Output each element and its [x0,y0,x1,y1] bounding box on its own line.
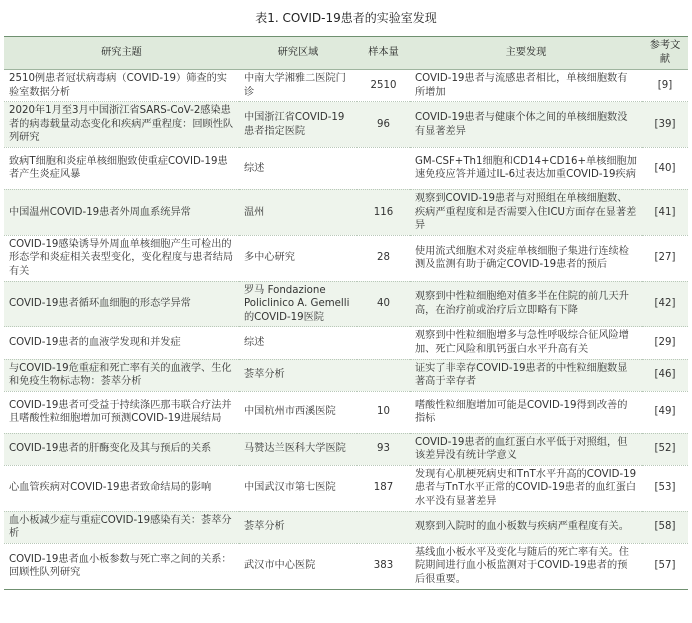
cell-sample: 40 [357,281,410,327]
cell-topic: COVID-19患者循环血细胞的形态学异常 [4,281,239,327]
cell-topic: 致病T细胞和炎症单核细胞致使重症COVID-19患者产生炎症风暴 [4,147,239,189]
cell-region: 中国武汉市第七医院 [239,465,357,511]
table-caption: 表1. COVID-19患者的实验室发现 [255,11,437,25]
table-row [4,102,688,148]
cell-region: 罗马 Fondazione Policlinico A. Gemelli 的COVID-19医院 [239,281,357,327]
cell-topic: 中国温州COVID-19患者外周血系统异常 [4,189,239,235]
header-sample: 样本量 [357,37,410,70]
cell-topic: 心血管疾病对COVID-19患者致命结局的影响 [4,465,239,511]
cell-sample: 187 [357,465,410,511]
cell-ref: [41] [642,189,688,235]
cell-ref: [52] [642,433,688,465]
cell-region: 马赞达兰医科大学医院 [239,433,357,465]
table-row [4,465,688,511]
cell-ref: [57] [642,543,688,589]
cell-topic: 2510例患者冠状病毒病（COVID-19）筛查的实验室数据分析 [4,70,239,102]
cell-sample [357,511,410,543]
cell-region: 中南大学湘雅二医院门诊 [239,70,357,102]
cell-ref: [40] [642,147,688,189]
table-header [4,37,688,70]
cell-sample: 10 [357,391,410,433]
table-row [4,327,688,359]
cell-ref: [9] [642,70,688,102]
cell-finding: 观察到中性粒细胞绝对值多半在住院的前几天升高，在治疗前或治疗后立即略有下降 [410,281,642,327]
header-row [4,37,688,70]
cell-ref: [27] [642,235,688,281]
cell-finding: 发现有心肌梗死病史和TnT水平升高的COVID-19患者与TnT水平正常的COVID-19患者的血红蛋白水平没有显著差异 [410,465,642,511]
cell-finding: 基线血小板水平及变化与随后的死亡率有关。住院期间进行血小板监测对于COVID-19患者的预后很重要。 [410,543,642,589]
header-topic: 研究主题 [4,37,239,70]
cell-topic: COVID-19患者可受益于持续涤匹那韦联合疗法并且嗜酸性粒细胞增加可预测COVID-19进展结局 [4,391,239,433]
cell-finding: 嗜酸性粒细胞增加可能是COVID-19得到改善的指标 [410,391,642,433]
cell-sample: 2510 [357,70,410,102]
cell-region: 中国浙江省COVID-19患者指定医院 [239,102,357,148]
cell-sample: 383 [357,543,410,589]
table-row [4,511,688,543]
table-row [4,543,688,589]
cell-sample [357,147,410,189]
cell-finding: COVID-19患者与健康个体之间的单核细胞数没有显著差异 [410,102,642,148]
cell-ref: [53] [642,465,688,511]
cell-topic: COVID-19患者的肝酶变化及其与预后的关系 [4,433,239,465]
cell-ref: [29] [642,327,688,359]
cell-finding: 观察到COVID-19患者与对照组在单核细胞数、疾病严重程度和是否需要入住ICU方面存在显著差异 [410,189,642,235]
table-row [4,359,688,391]
lab-findings-table [4,36,688,590]
cell-region: 多中心研究 [239,235,357,281]
cell-region: 荟萃分析 [239,511,357,543]
table-row [4,391,688,433]
cell-finding: 使用流式细胞术对炎症单核细胞子集进行连续检测及监测有助于确定COVID-19患者的预后 [410,235,642,281]
table-row [4,70,688,102]
cell-ref: [58] [642,511,688,543]
table-row [4,147,688,189]
cell-finding: GM-CSF+Th1细胞和CD14+CD16+单核细胞加速免疫应答并通过IL-6过表达加重COVID-19疾病 [410,147,642,189]
cell-region: 中国杭州市西溪医院 [239,391,357,433]
cell-topic: COVID-19患者的血液学发现和并发症 [4,327,239,359]
cell-topic: COVID-19患者血小板参数与死亡率之间的关系：回顾性队列研究 [4,543,239,589]
cell-finding: 观察到中性粒细胞增多与急性呼吸综合征风险增加、死亡风险和肌钙蛋白水平升高有关 [410,327,642,359]
table-body [4,70,688,590]
cell-sample: 96 [357,102,410,148]
cell-topic: COVID-19感染诱导外周血单核细胞产生可检出的形态学和炎症相关表型变化，变化程度与患者结局有关 [4,235,239,281]
cell-region: 综述 [239,327,357,359]
cell-ref: [39] [642,102,688,148]
cell-finding: 证实了非幸存COVID-19患者的中性粒细胞数显著高于幸存者 [410,359,642,391]
cell-region: 综述 [239,147,357,189]
cell-sample: 116 [357,189,410,235]
header-region: 研究区域 [239,37,357,70]
cell-ref: [46] [642,359,688,391]
cell-topic: 血小板减少症与重症COVID-19感染有关：荟萃分析 [4,511,239,543]
cell-finding: COVID-19患者与流感患者相比，单核细胞数有所增加 [410,70,642,102]
table-row [4,433,688,465]
cell-region: 武汉市中心医院 [239,543,357,589]
table-row [4,189,688,235]
cell-sample: 93 [357,433,410,465]
cell-ref: [42] [642,281,688,327]
cell-region: 荟萃分析 [239,359,357,391]
header-finding: 主要发现 [410,37,642,70]
cell-finding: 观察到入院时的血小板数与疾病严重程度有关。 [410,511,642,543]
cell-region: 温州 [239,189,357,235]
cell-topic: 2020年1月至3月中国浙江省SARS-CoV-2感染患者的病毒载量动态变化和疾病严重程度：回顾性队列研究 [4,102,239,148]
cell-finding: COVID-19患者的血红蛋白水平低于对照组，但该差异没有统计学意义 [410,433,642,465]
table-row [4,281,688,327]
table-row [4,235,688,281]
cell-topic: 与COVID-19危重症和死亡率有关的血液学、生化和免疫生物标志物：荟萃分析 [4,359,239,391]
cell-ref: [49] [642,391,688,433]
cell-sample [357,359,410,391]
cell-sample: 28 [357,235,410,281]
cell-sample [357,327,410,359]
header-ref: 参考文献 [642,37,688,70]
